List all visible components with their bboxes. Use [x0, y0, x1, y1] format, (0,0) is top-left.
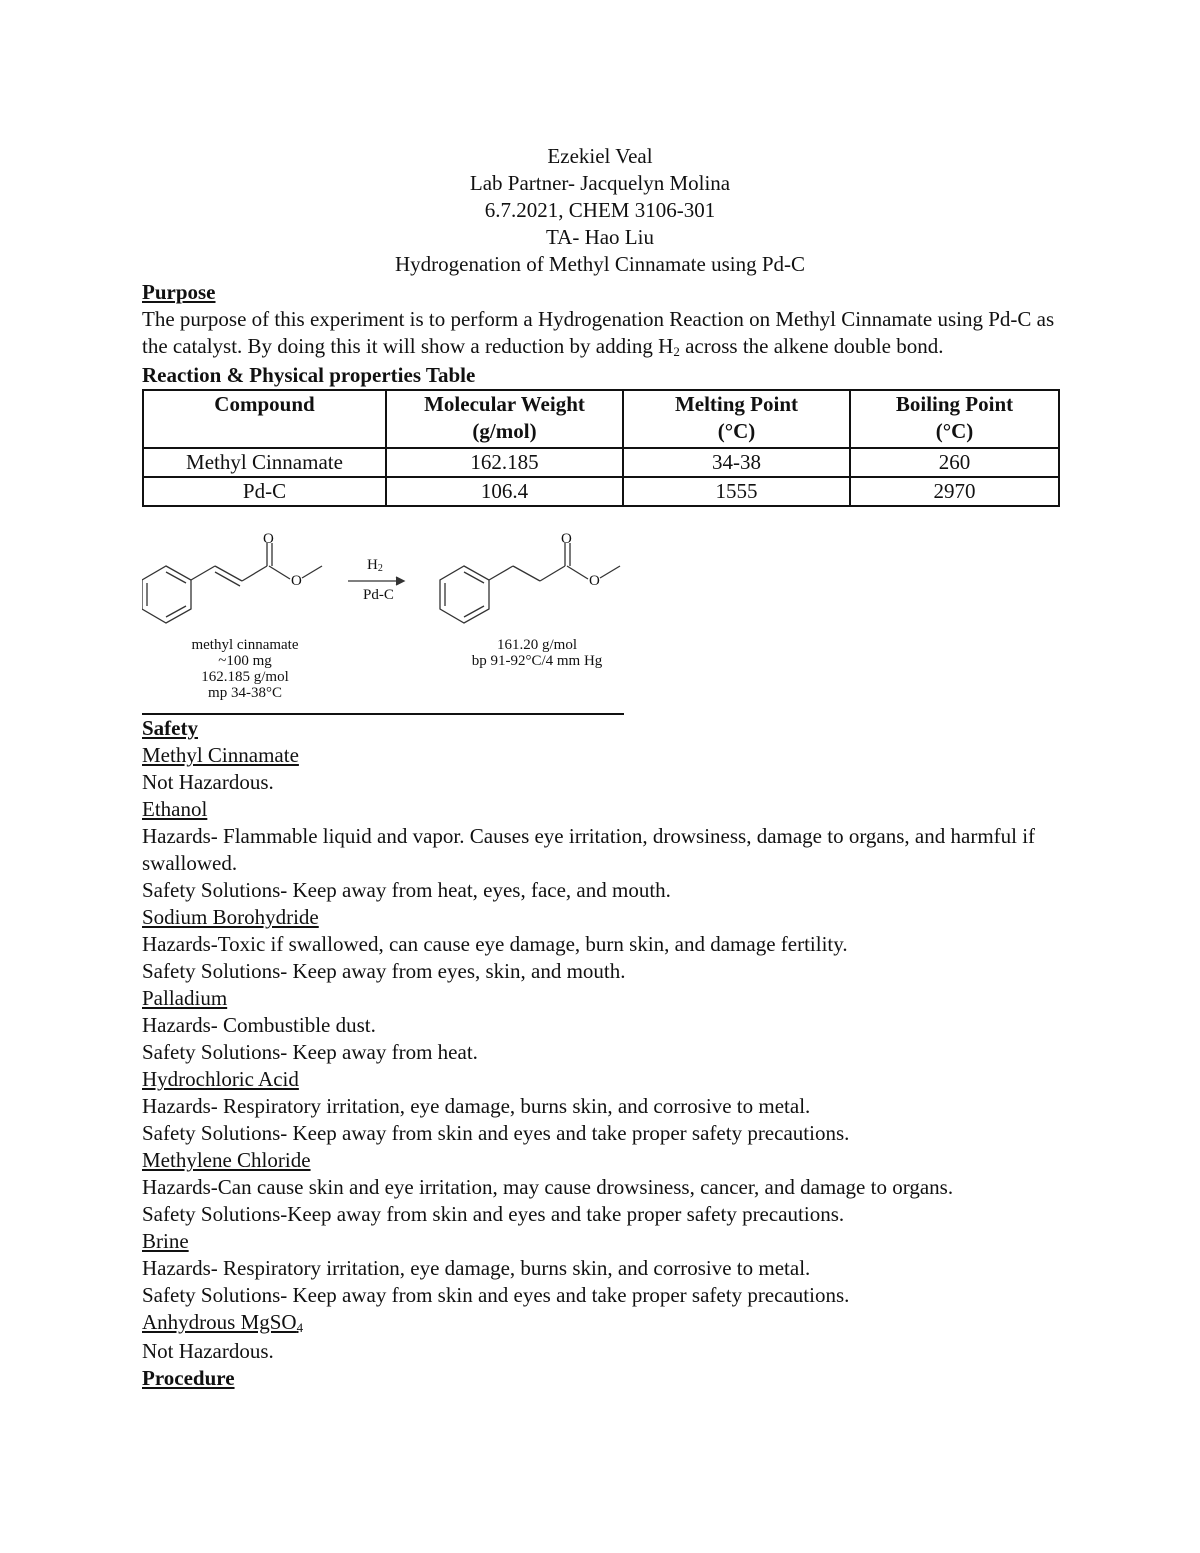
header-melting-point: Melting Point (°C) — [623, 390, 850, 448]
safety-line: Hazards- Combustible dust. — [142, 1013, 376, 1037]
safety-line: Hazards-Can cause skin and eye irritation, may cause drowsiness, cancer, and damage to organs. — [142, 1175, 954, 1199]
safety-line: Hazards- Respiratory irritation, eye damage, burns skin, and corrosive to metal. — [142, 1256, 811, 1280]
safety-line: Hazards- Respiratory irritation, eye damage, burns skin, and corrosive to metal. — [142, 1094, 811, 1118]
cell-bp: 2970 — [850, 477, 1059, 506]
document-title: Hydrogenation of Methyl Cinnamate using Pd-C — [394, 252, 806, 276]
table-heading: Reaction & Physical properties Table — [142, 363, 476, 387]
safety-item — [142, 1228, 1062, 1309]
product-ester-oxygen: O — [589, 573, 600, 589]
teaching-assistant: TA- Hao Liu — [546, 225, 654, 249]
safety-item — [142, 1309, 1062, 1365]
reactant-benzene-ring — [142, 566, 191, 623]
reagent-catalyst: Pd-C — [363, 587, 394, 603]
safety-line: Not Hazardous. — [142, 770, 274, 794]
safety-line: Safety Solutions- Keep away from skin and eyes and take proper safety precautions. — [142, 1283, 850, 1307]
lab-partner: Lab Partner- Jacquelyn Molina — [469, 171, 731, 195]
cell-mp: 34-38 — [623, 448, 850, 477]
safety-item — [142, 742, 1062, 796]
cell-compound: Pd-C — [143, 477, 386, 506]
properties-table — [142, 389, 1060, 507]
table-row — [143, 477, 1059, 506]
reactant-ester-oxygen: O — [291, 573, 302, 589]
reactant-carbonyl-oxygen: O — [263, 531, 274, 547]
product-label: 161.20 g/mol bp 91-92°C/4 mm Hg — [471, 637, 603, 669]
chemical-name: Palladium — [142, 986, 228, 1010]
reaction-arrow — [348, 577, 404, 585]
safety-line: Hazards- Flammable liquid and vapor. Causes eye irritation, drowsiness, damage to organs, and harmful if swallowed. — [142, 824, 1036, 875]
header-boiling-point: Boiling Point (°C) — [850, 390, 1059, 448]
document-header — [0, 143, 1200, 278]
safety-line: Safety Solutions- Keep away from heat. — [142, 1040, 478, 1064]
purpose-heading: Purpose — [142, 280, 216, 304]
document-body — [142, 279, 1062, 1392]
product-benzene-ring — [440, 566, 489, 623]
product-chain — [489, 543, 620, 581]
cell-mp: 1555 — [623, 477, 850, 506]
safety-item — [142, 1147, 1062, 1228]
chemical-name: Anhydrous MgSO$_4$ — [142, 1310, 304, 1335]
safety-item — [142, 904, 1062, 985]
product-carbonyl-oxygen: O — [561, 531, 572, 547]
safety-line: Safety Solutions- Keep away from eyes, skin, and mouth. — [142, 959, 626, 983]
chemical-name: Sodium Borohydride — [142, 905, 319, 929]
safety-item — [142, 985, 1062, 1066]
cell-bp: 260 — [850, 448, 1059, 477]
cell-mw: 106.4 — [386, 477, 623, 506]
chemical-name: Methyl Cinnamate — [142, 743, 299, 767]
chemical-name: Ethanol — [142, 797, 208, 821]
chemical-name: Methylene Chloride — [142, 1148, 311, 1172]
table-header-row — [143, 390, 1059, 448]
cell-mw: 162.185 — [386, 448, 623, 477]
chemical-name: Hydrochloric Acid — [142, 1067, 299, 1091]
safety-item — [142, 1066, 1062, 1147]
table-row — [143, 448, 1059, 477]
header-molecular-weight: Molecular Weight (g/mol) — [386, 390, 623, 448]
reactant-label: methyl cinnamate ~100 mg 162.185 g/mol mp 34-38°C — [191, 637, 299, 701]
date-course: 6.7.2021, CHEM 3106-301 — [484, 198, 716, 222]
cell-compound: Methyl Cinnamate — [143, 448, 386, 477]
safety-line: Hazards-Toxic if swallowed, can cause eye damage, burn skin, and damage fertility. — [142, 932, 848, 956]
safety-heading: Safety — [142, 716, 198, 740]
safety-line: Safety Solutions- Keep away from heat, eyes, face, and mouth. — [142, 878, 671, 902]
safety-line: Safety Solutions- Keep away from skin and eyes and take proper safety precautions. — [142, 1121, 850, 1145]
safety-line: Not Hazardous. — [142, 1339, 274, 1363]
reaction-scheme — [142, 531, 626, 711]
author-name: Ezekiel Veal — [547, 144, 653, 168]
procedure-heading: Procedure — [142, 1366, 235, 1390]
header-compound: Compound — [143, 390, 386, 448]
safety-item — [142, 796, 1062, 904]
chemical-name: Brine — [142, 1229, 189, 1253]
reagent-hydrogen: $H_2$ — [367, 557, 383, 574]
purpose-text: The purpose of this experiment is to perform a Hydrogenation Reaction on Methyl Cinnamate using Pd-C as the catalyst. By doing this it will show a reduction by adding $H_2$ across the alkene double bond. — [142, 307, 1055, 359]
reactant-chain — [191, 543, 322, 586]
safety-line: Safety Solutions-Keep away from skin and eyes and take proper safety precautions. — [142, 1202, 845, 1226]
